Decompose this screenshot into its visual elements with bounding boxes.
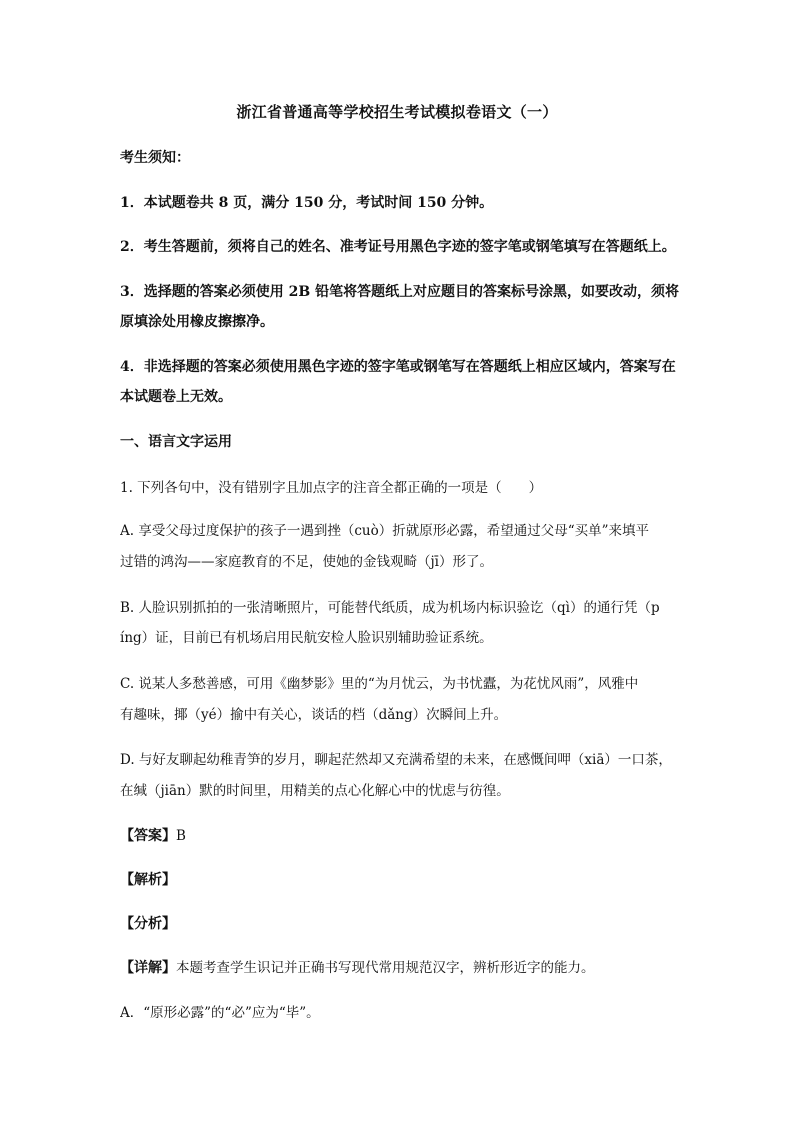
option-a-line-2: 过错的鸿沟——家庭教育的不足，使她的金钱观畸（jī）形了。 [120,554,494,570]
point-a: A．“原形必露”的“必”应为“毕”。 [120,1005,320,1021]
detail-label: 【详解】 [120,960,176,976]
notice-3-line-2: 原填涂处用橡皮擦擦净。 [120,314,274,330]
detail-text: 本题考查学生识记并正确书写现代常用规范汉字，辨析形近字的能力。 [176,960,595,976]
notice-heading: 考生须知： [120,150,190,166]
notice-1-line-1: 1．本试题卷共 8 页，满分 150 分，考试时间 150 分钟。 [120,195,494,211]
option-b-line-2: íng）证，目前已有机场启用民航安检人脸识别辅助验证系统。 [120,630,493,646]
answer-label: 【答案】 [120,828,176,844]
answer-row [120,826,680,846]
analysis-label: 【解析】 [120,872,176,888]
notice-3-line-1: 3．选择题的答案必须使用 2B 铅笔将答题纸上对应题目的答案标号涂黑，如要改动，须将 [120,284,680,300]
notice-4-line-1: 4．非选择题的答案必须使用黑色字迹的签字笔或钢笔写在答题纸上相应区域内，答案写在 [120,359,676,375]
option-c-line-1: C. 说某人多愁善感，可用《幽梦影》里的“为月忧云，为书忧蠹，为花忧风雨”，风雅中 [120,676,639,692]
answer-value: B [176,828,186,844]
notice-2-line-1: 2．考生答题前，须将自己的姓名、准考证号用黑色字迹的签字笔或钢笔填写在答题纸上。 [120,239,676,255]
detail-row [120,958,680,978]
notice-4-line-2: 本试题卷上无效。 [120,389,232,405]
option-d-line-2: 在缄（jiān）默的时间里，用精美的点心化解心中的忧虑与彷徨。 [120,783,510,799]
option-d-line-1: D. 与好友聊起幼稚青笋的岁月，聊起茫然却又充满希望的未来，在感慨间呷（xiā）一口茶， [120,752,672,768]
page-title: 浙江省普通高等学校招生考试模拟卷语文（一） [236,103,558,121]
option-a-line-1: A. 享受父母过度保护的孩子一遇到挫（cuò）折就原形必露，希望通过父母“买单”来填平 [120,523,650,539]
option-b-line-1: B. 人脸识别抓拍的一张清晰照片，可能替代纸质，成为机场内标识验讫（qì）的通行凭（p [120,600,660,616]
section-heading: 一、语言文字运用 [120,434,232,450]
question-stem: 1. 下列各句中，没有错别字且加点字的注音全都正确的一项是（ ） [120,480,543,496]
option-c-line-2: 有趣味，揶（yé）揄中有关心，谈话的档（dǎng）次瞬间上升。 [120,707,508,723]
fenxi-label: 【分析】 [120,916,176,932]
